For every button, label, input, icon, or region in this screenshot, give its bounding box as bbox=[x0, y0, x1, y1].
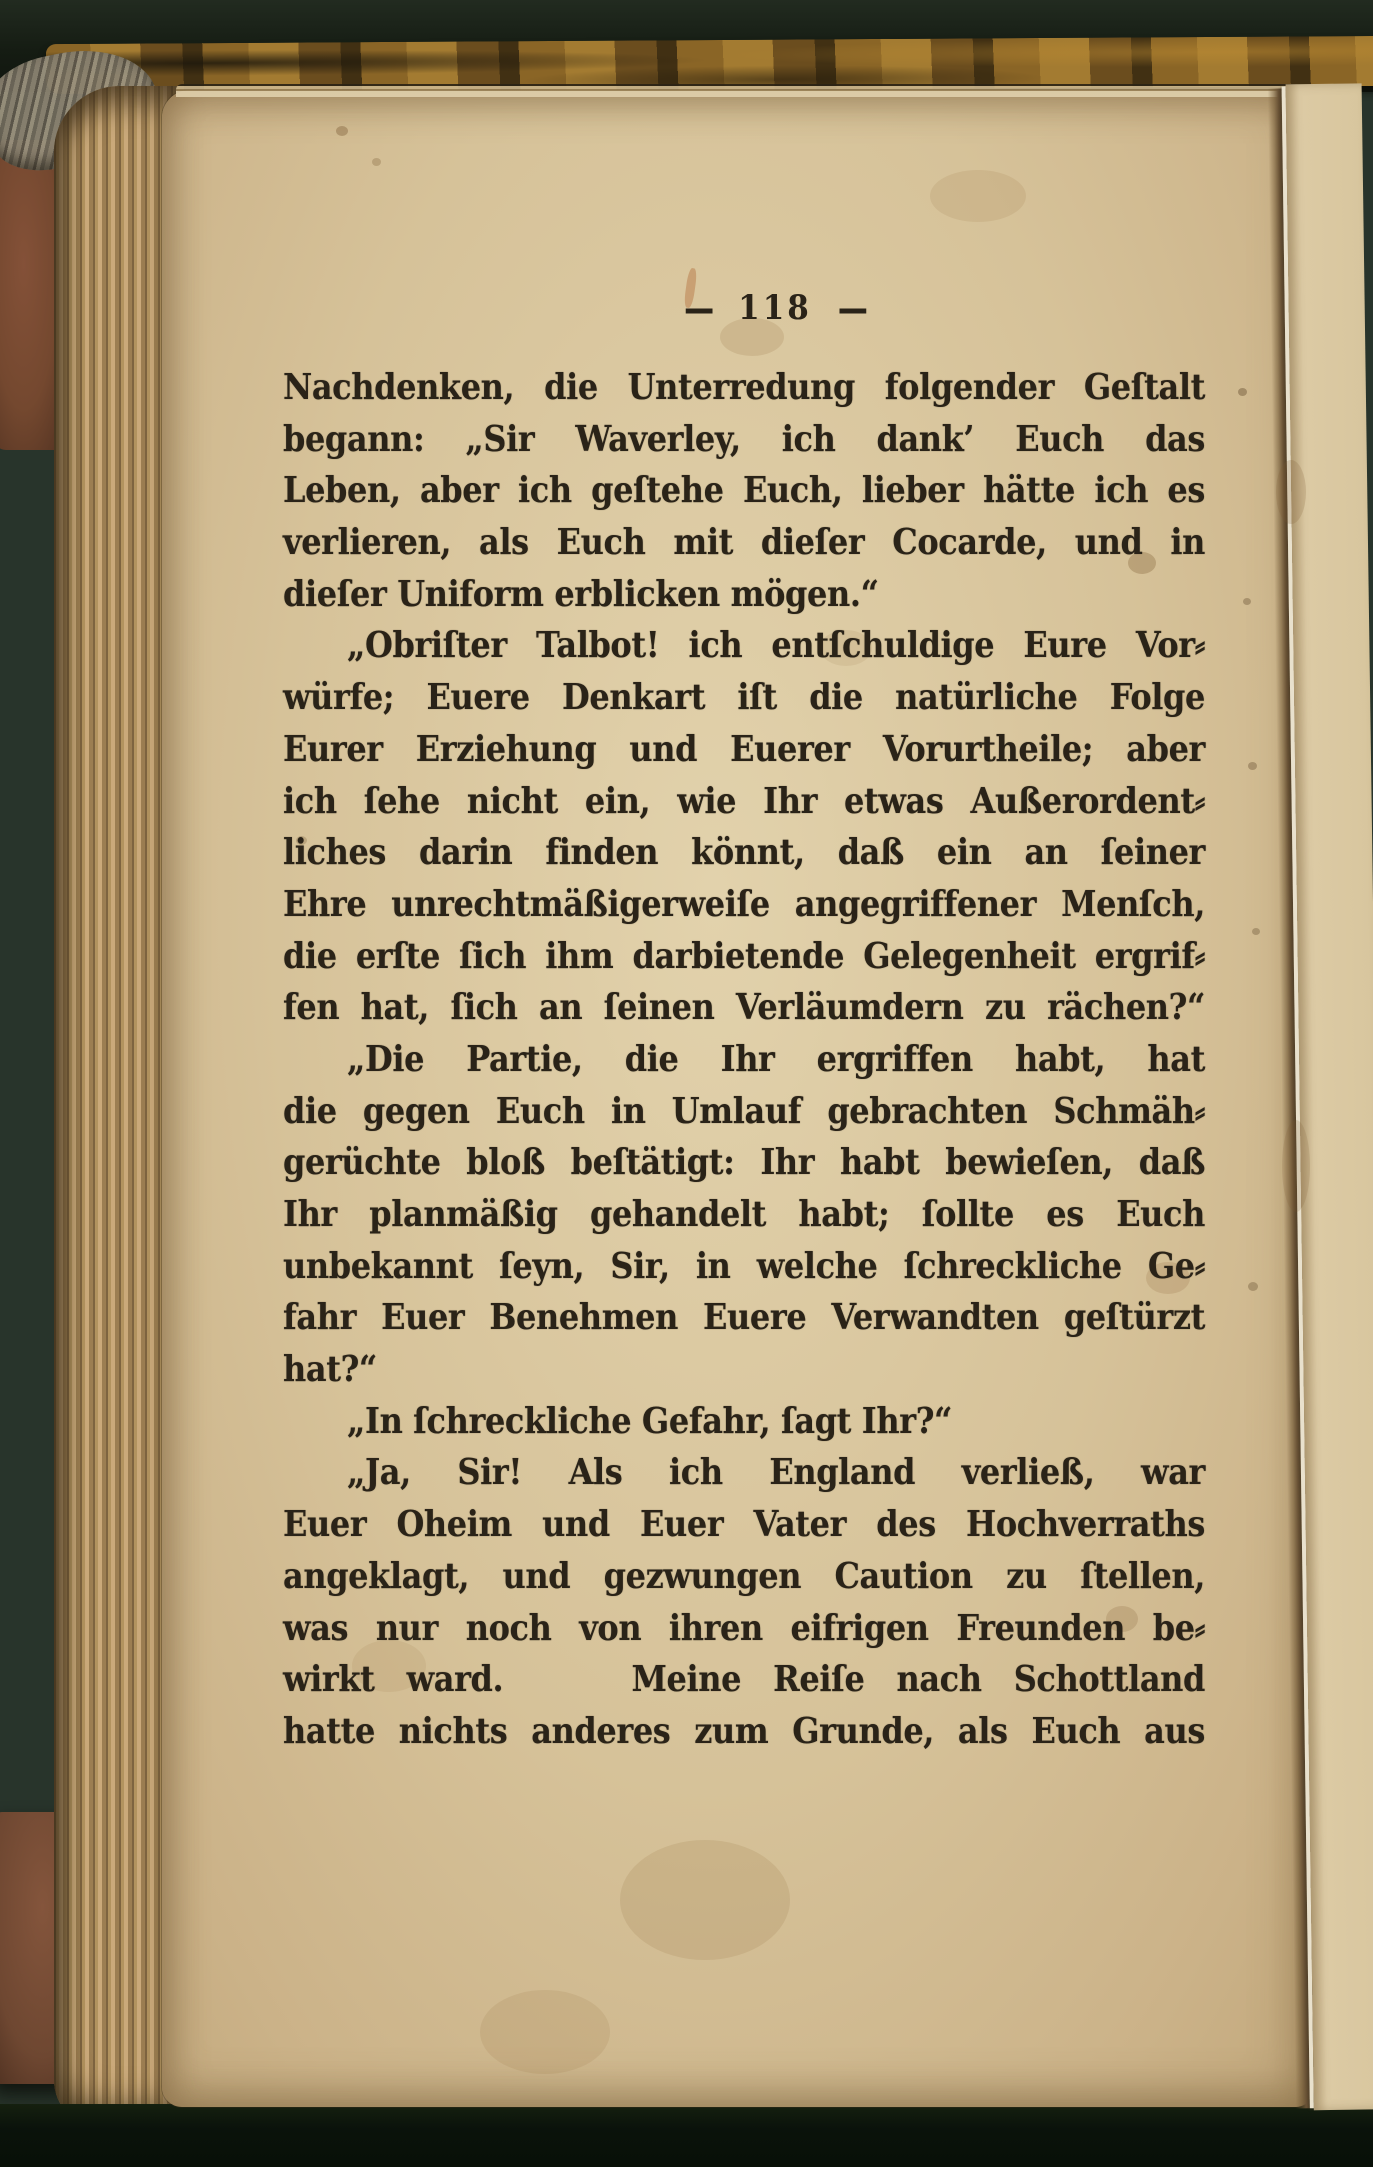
header-dash-left: — bbox=[684, 283, 713, 333]
text-line: „Die Partie, die Ihr ergriffen habt, hat bbox=[347, 1037, 1205, 1081]
header-dash-right: — bbox=[837, 283, 866, 333]
text-line: wirkt ward. Meine Reiſe nach Schottland bbox=[283, 1657, 1205, 1701]
text-line: liches darin finden könnt, daß ein an ſeiner bbox=[283, 830, 1205, 874]
stain bbox=[1252, 928, 1260, 935]
text-line: Euer Oheim und Euer Vater des Hochverraths bbox=[283, 1502, 1205, 1546]
page-fore-edge-stack bbox=[54, 86, 178, 2128]
text-line: Eurer Erziehung und Euerer Vorurtheile; aber bbox=[283, 727, 1205, 770]
text-line: was nur noch von ihren eifrigen Freunden be⸗ bbox=[283, 1606, 1205, 1649]
text-line: gerüchte bloß beſtätigt: Ihr habt bewieſen, daß bbox=[283, 1140, 1205, 1184]
text-line: dieſer Uniform erblicken mögen.“ bbox=[283, 572, 879, 615]
text-line: fahr Euer Benehmen Euere Verwandten geſtürzt bbox=[283, 1295, 1205, 1339]
text-line: hatte nichts anderes zum Grunde, als Euch aus bbox=[283, 1709, 1205, 1753]
text-line: „Obriſter Talbot! ich entſchuldige Eure Vor⸗ bbox=[347, 624, 1205, 667]
stain bbox=[1243, 598, 1251, 605]
stain bbox=[480, 1990, 610, 2074]
text-line: „In ſchreckliche Gefahr, ſagt Ihr?“ bbox=[347, 1399, 953, 1442]
stain bbox=[930, 170, 1026, 222]
text-line: Ehre unrechtmäßigerweiſe angegriffener Menſch, bbox=[283, 882, 1205, 926]
text-line: unbekannt ſeyn, Sir, in welche ſchreckliche Ge⸗ bbox=[283, 1244, 1205, 1287]
text-line: angeklagt, und gezwungen Caution zu ſtellen, bbox=[283, 1554, 1205, 1597]
stain bbox=[1248, 762, 1257, 770]
text-line: verlieren, als Euch mit dieſer Cocarde, und in bbox=[283, 520, 1205, 564]
page-top-stack-lines bbox=[176, 84, 1312, 97]
book-cover-bottom bbox=[0, 2104, 1373, 2167]
text-line: „Ja, Sir! Als ich England verließ, war bbox=[347, 1451, 1205, 1494]
text-line: die erſte ſich ihm darbietende Gelegenheit ergrif⸗ bbox=[283, 934, 1205, 977]
page-header bbox=[650, 283, 900, 333]
text-line: ich ſehe nicht ein, wie Ihr etwas Außerordent⸗ bbox=[283, 779, 1205, 822]
text-line: begann: „Sir Waverley, ich dank’ Euch das bbox=[283, 417, 1205, 460]
text-line: würfe; Euere Denkart iſt die natürliche Folge bbox=[283, 675, 1205, 719]
stain bbox=[1282, 1120, 1310, 1212]
stain bbox=[372, 158, 381, 166]
text-line: hat?“ bbox=[283, 1347, 377, 1391]
text-line: die gegen Euch in Umlauf gebrachten Schmäh⸗ bbox=[283, 1089, 1205, 1132]
page-text bbox=[283, 362, 1205, 1758]
stain bbox=[1238, 388, 1247, 396]
stain bbox=[1276, 460, 1306, 524]
stain bbox=[620, 1840, 790, 1960]
text-line: fen hat, ſich an ſeinen Verläumdern zu rächen?“ bbox=[283, 985, 1205, 1029]
page-number: 118 bbox=[738, 288, 812, 328]
text-line: Ihr planmäßig gehandelt habt; ſollte es Euch bbox=[283, 1192, 1205, 1236]
text-line: Leben, aber ich geſtehe Euch, lieber hätte ich es bbox=[283, 468, 1205, 512]
stain bbox=[1248, 1282, 1258, 1291]
stain bbox=[336, 126, 348, 136]
text-line: Nachdenken, die Unterredung folgender Geſtalt bbox=[283, 365, 1205, 409]
